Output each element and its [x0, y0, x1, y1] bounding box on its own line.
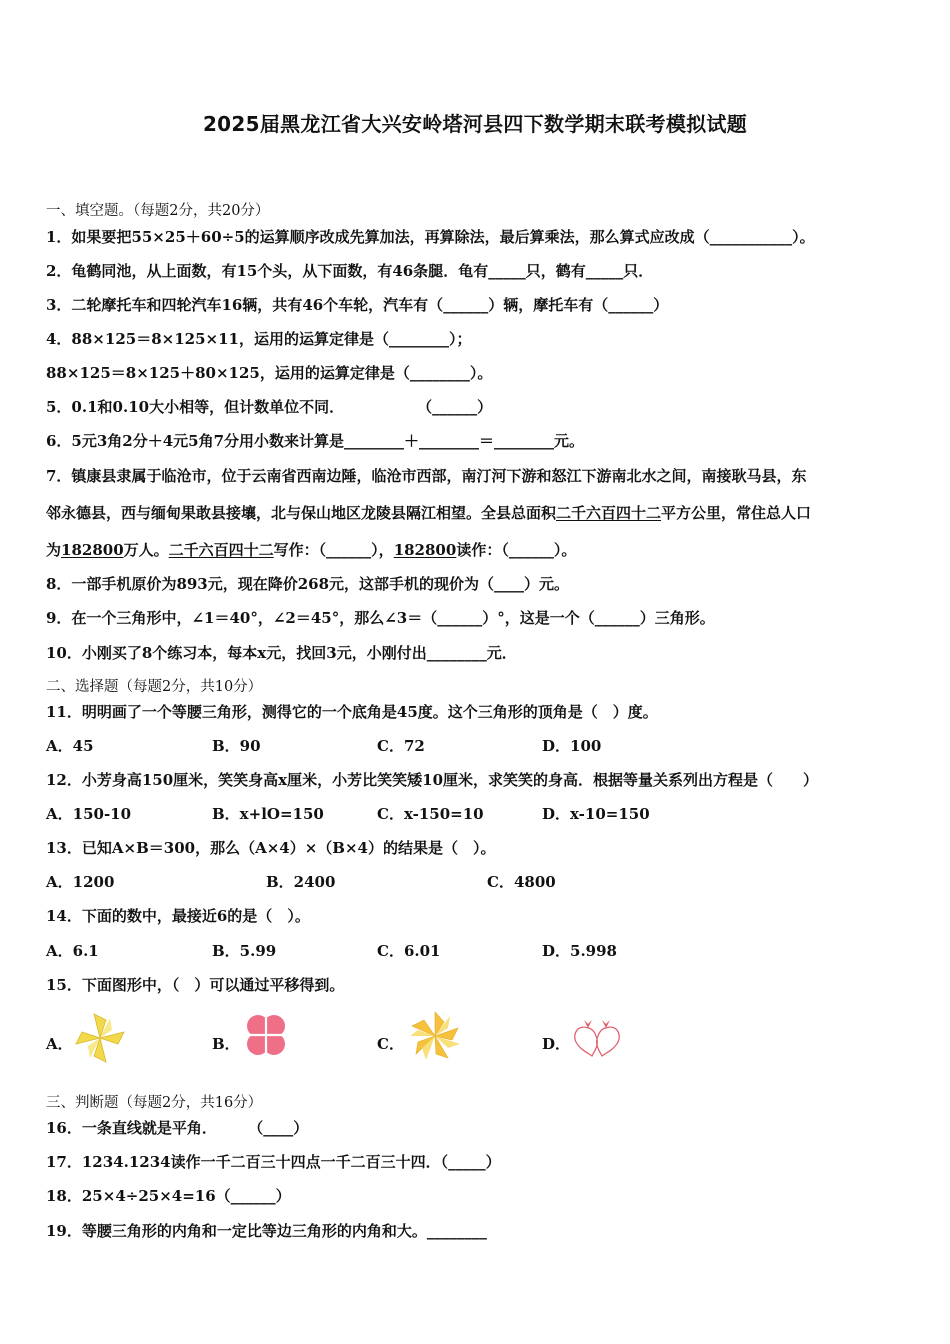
question-7-line2	[46, 503, 906, 523]
question-7-line3	[46, 540, 906, 560]
q12-option-b: B．x+lO=150	[212, 805, 324, 823]
flower-pink-icon	[238, 1010, 294, 1064]
q7-text: 写作：（______），	[273, 541, 394, 559]
q12-option-d: D．x-10=150	[542, 805, 650, 823]
q14-option-c: C．6.01	[377, 942, 441, 960]
question-2: 2．龟鹤同池，从上面数，有15个头，从下面数，有46条腿．龟有_____只，鹤有_____只．	[46, 262, 654, 280]
section-heading-judge: 三、判断题（每题2分，共16分）	[46, 1095, 263, 1111]
question-6: 6．5元3角2分＋4元5角7分用小数来计算是________＋________＝________元。	[46, 432, 585, 450]
question-4a: 4．88×125＝8×125×11，运用的运算定律是（________）；	[46, 330, 472, 348]
question-5: 5．0.1和0.10大小相等，但计数单位不同． （______）	[46, 398, 493, 416]
question-1: 1．如果要把55×25＋60÷5的运算顺序改成先算加法，再算除法，最后算乘法，那么算式应改成（___________）。	[46, 228, 815, 246]
question-15: 15．下面图形中，（ ）可以通过平移得到。	[46, 976, 345, 994]
question-10: 10．小刚买了8个练习本，每本x元，找回3元，小刚付出________元．	[46, 644, 517, 662]
pinwheel-yellow-icon	[72, 1010, 128, 1066]
q15-option-c: C．	[377, 1035, 404, 1053]
q13-option-a: A．1200	[46, 873, 115, 891]
question-7-line1: 7．镇康县隶属于临沧市，位于云南省西南边陲，临沧市西部，南汀河下游和怒江下游南北水之间，南接耿马县，东	[46, 467, 807, 485]
q12-option-a: A．150-10	[46, 805, 132, 823]
pinwheel-sun-icon	[406, 1008, 464, 1064]
question-4b: 88×125＝8×125＋80×125，运用的运算定律是（________）。	[46, 364, 493, 382]
q11-option-c: C．72	[377, 737, 425, 755]
q13-option-b: B．2400	[266, 873, 336, 891]
q7-text: 邻永德县，西与缅甸果敢县接壤，北与保山地区龙陵县隔江相望。全县总面积	[46, 504, 557, 522]
question-17: 17．1234.1234读作一千二百三十四点一千二百三十四．（_____）	[46, 1153, 501, 1171]
q7-area-underlined: 二千六百四十二	[168, 541, 274, 559]
question-9: 9．在一个三角形中，∠1＝40°，∠2＝45°，那么∠3＝（______）°，这是一个（______）三角形。	[46, 609, 715, 627]
q11-option-b: B．90	[212, 737, 261, 755]
q7-text: 为	[46, 541, 62, 559]
q15-option-b: B．	[212, 1035, 240, 1053]
question-13: 13．已知A×B＝300，那么（A×4）×（B×4）的结果是（ ）。	[46, 839, 496, 857]
question-18: 18．25×4÷25×4=16（______）	[46, 1187, 291, 1205]
q7-area-underlined: 二千六百四十二	[556, 504, 662, 522]
q14-option-a: A．6.1	[46, 942, 99, 960]
section-heading-fill-blank: 一、填空题。（每题2分，共20分）	[46, 203, 270, 219]
q13-option-c: C．4800	[487, 873, 556, 891]
question-3: 3．二轮摩托车和四轮汽车16辆，共有46个车轮，汽车有（______）辆，摩托车有（______）	[46, 296, 669, 314]
q7-text: 读作：（______）。	[456, 541, 577, 559]
q12-option-c: C．x-150=10	[377, 805, 484, 823]
question-16: 16．一条直线就是平角． （____）	[46, 1119, 309, 1137]
q7-text: 平方公里，常住总人口	[661, 504, 812, 522]
page-title: 2025届黑龙江省大兴安岭塔河县四下数学期末联考模拟试题	[202, 112, 748, 136]
q15-option-d: D．	[542, 1035, 571, 1053]
q11-option-a: A．45	[46, 737, 94, 755]
q7-pop-underlined: 182800	[61, 541, 124, 559]
question-19: 19．等腰三角形的内角和一定比等边三角形的内角和大。________	[46, 1222, 487, 1240]
q14-option-b: B．5.99	[212, 942, 277, 960]
question-8: 8．一部手机原价为893元，现在降价268元，这部手机的现价为（____）元。	[46, 575, 570, 593]
question-14: 14．下面的数中，最接近6的是（ ）。	[46, 907, 310, 925]
q7-text: 万人。	[123, 541, 169, 559]
question-12: 12．小芳身高150厘米，笑笑身高x厘米，小芳比笑笑矮10厘米，求笑笑的身高．根据等量关系列出方程是（ ）	[46, 771, 819, 789]
q15-option-a: A．	[46, 1035, 73, 1053]
q11-option-d: D．100	[542, 737, 602, 755]
question-11: 11．明明画了一个等腰三角形，测得它的一个底角是45度。这个三角形的顶角是（ ）度。	[46, 703, 658, 721]
section-heading-choice: 二、选择题（每题2分，共10分）	[46, 679, 263, 695]
q7-pop-underlined: 182800	[393, 541, 457, 559]
q14-option-d: D．5.998	[542, 942, 617, 960]
double-heart-knot-icon	[570, 1016, 624, 1060]
